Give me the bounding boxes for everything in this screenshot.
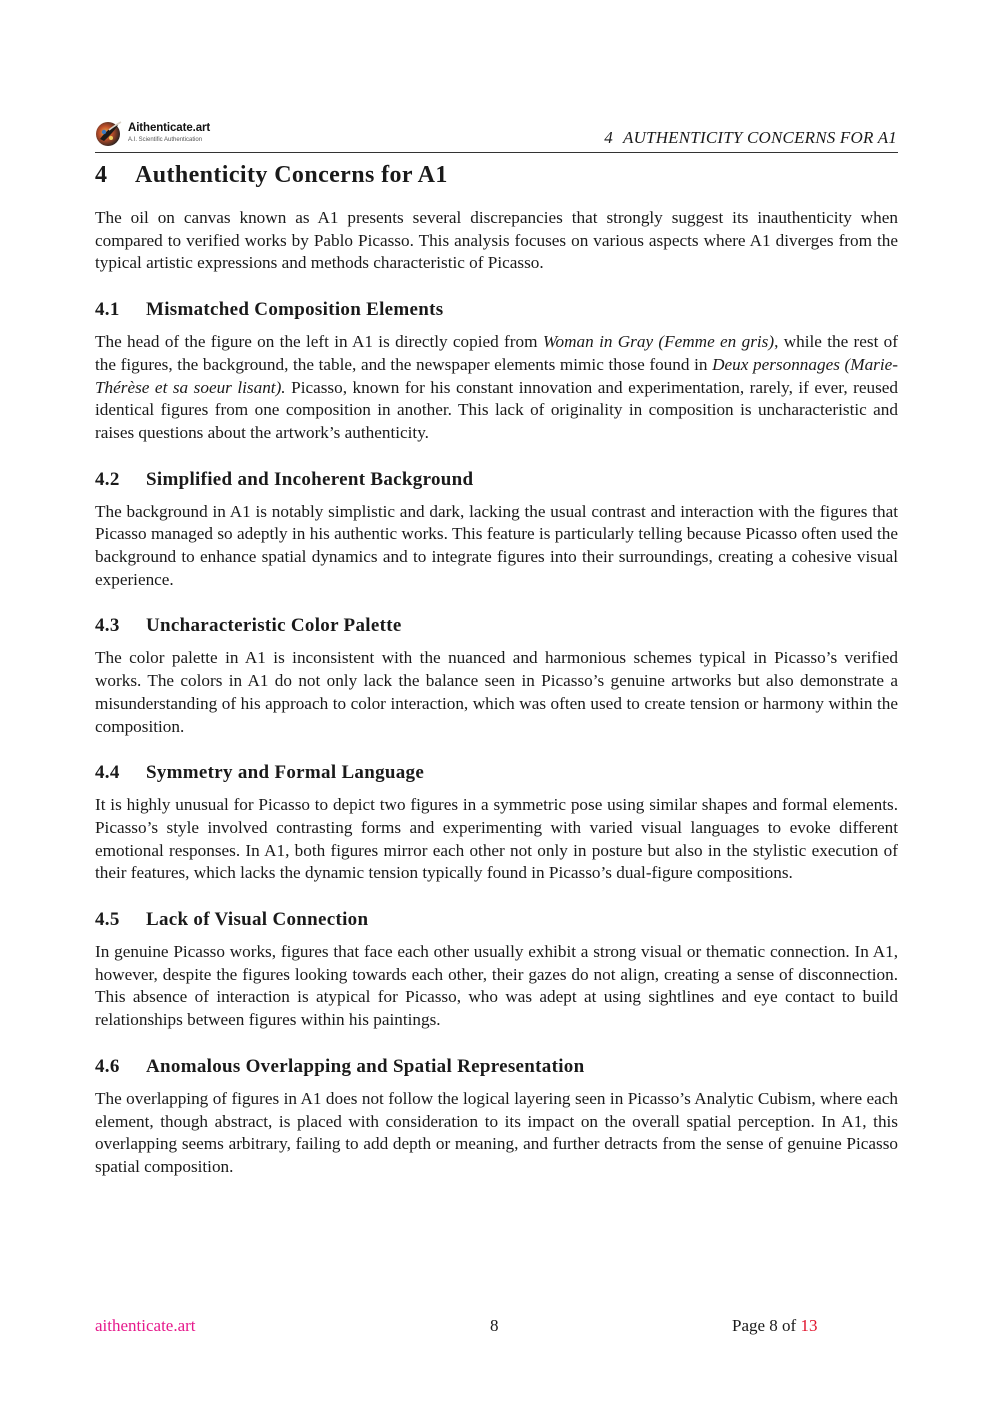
- logo-brush-icon: [95, 119, 123, 147]
- page-total-link[interactable]: 13: [800, 1316, 818, 1335]
- paragraph-text: Picasso, known for his constant innovation and experimentation, rarely, if ever, reused identical figures from one composition in another. This lack of originality in composition is uncharacteristic and raises questions about the artwork’s authenticity.: [95, 377, 898, 442]
- subsection-number: 4.4: [95, 762, 120, 784]
- subsection-4-5: [95, 907, 898, 1032]
- subsection-heading: [95, 1054, 898, 1080]
- subsection-4-4: [95, 760, 898, 885]
- subsection-title: Lack of Visual Connection: [146, 909, 369, 931]
- subsection-paragraph: The overlapping of figures in A1 does not follow the logical layering seen in Picasso’s Analytic Cubism, where each element, though abstract, is placed with consideration to its impact on the overall spatial perception. In A1, this overlapping seems arbitrary, failing to add depth or meaning, and further detracts from the sense of genuine Picasso spatial composition.: [95, 1088, 898, 1176]
- brand-logo: [95, 119, 210, 147]
- subsection-4-3: [95, 613, 898, 738]
- subsection-title: Uncharacteristic Color Palette: [146, 615, 402, 637]
- subsection-number: 4.5: [95, 909, 120, 931]
- section-number: 4: [95, 162, 108, 188]
- subsection-number: 4.2: [95, 468, 120, 490]
- running-head-title: AUTHENTICITY CONCERNS FOR A1: [622, 128, 897, 147]
- footer-site-link[interactable]: aithenticate.art: [95, 1316, 196, 1335]
- subsection-number: 4.6: [95, 1055, 120, 1077]
- subsection-title: Anomalous Overlapping and Spatial Representation: [146, 1055, 585, 1077]
- page-count-prefix: Page 8 of: [732, 1316, 801, 1335]
- subsection-paragraph: In genuine Picasso works, figures that face each other usually exhibit a strong visual or thematic connection. In A1, however, despite the figures looking towards each other, their gazes do not align, creating a sense of disconnection. This absence of interaction is atypical for Picasso, who was adept at using sightlines and eye contact to build relationships between figures within his paintings.: [95, 942, 898, 1030]
- running-head: [604, 128, 897, 148]
- artwork-title-reference: Deux personnages (Marie-Thérèse et sa soeur lisant).: [95, 354, 898, 397]
- paragraph-text: The head of the figure on the left in A1 is directly copied from: [95, 332, 543, 352]
- subsection-heading: [95, 613, 898, 639]
- subsection-heading: [95, 297, 898, 323]
- artwork-title-reference: Woman in Gray (Femme en gris): [542, 332, 775, 352]
- main-content: [95, 156, 898, 1179]
- subsection-paragraph: The background in A1 is notably simplistic and dark, lacking the usual contrast and interaction with the figures that Picasso managed so adeptly in his authentic works. This feature is particularly telling because Picasso often used the background to enhance spatial dynamics and to integrate figures into their surroundings, creating a cohesive visual experience.: [95, 501, 898, 589]
- subsection-number: 4.3: [95, 615, 120, 637]
- subsection-4-2: [95, 467, 898, 592]
- footer-page-number: 8: [490, 1316, 499, 1335]
- subsection-heading: [95, 760, 898, 786]
- subsection-title: Simplified and Incoherent Background: [146, 468, 474, 490]
- logo-tagline: A.I. Scientific Authentication: [128, 136, 203, 143]
- subsection-number: 4.1: [95, 299, 120, 321]
- subsection-heading: [95, 907, 898, 933]
- subsection-paragraph: The color palette in A1 is inconsistent with the nuanced and harmonious schemes typical in Picasso’s verified works. The colors in A1 do not only lack the balance seen in Picasso’s genuine artworks but also demonstrate a misunderstanding of his approach to color interaction, which was often used to create tension or harmony within the composition.: [95, 648, 898, 736]
- subsection-title: Mismatched Composition Elements: [146, 299, 444, 321]
- section-heading: [95, 156, 898, 192]
- logo-name: Aithenticate.art: [128, 122, 211, 135]
- subsection-heading: [95, 467, 898, 493]
- subsection-4-6: [95, 1054, 898, 1179]
- subsection-title: Symmetry and Formal Language: [146, 762, 425, 784]
- subsection-4-1: [95, 297, 898, 445]
- section-title: Authenticity Concerns for A1: [135, 162, 448, 188]
- footer-page-count: [732, 1316, 817, 1336]
- subsection-paragraph: It is highly unusual for Picasso to depict two figures in a symmetric pose using similar shapes and formal elements. Picasso’s style involved contrasting forms and experimenting with varied visual languages to evoke different emotional responses. In A1, both figures mirror each other not only in posture but also in the stylistic execution of their features, which lacks the dynamic tension typically found in Picasso’s dual-figure compositions.: [95, 795, 898, 883]
- subsection-paragraph: [95, 331, 898, 445]
- header-divider: [95, 152, 898, 153]
- section-intro-paragraph: The oil on canvas known as A1 presents several discrepancies that strongly suggest its inauthenticity when compared to verified works by Pablo Picasso. This analysis focuses on various aspects where A1 diverges from the typical artistic expressions and methods characteristic of Picasso.: [95, 208, 898, 273]
- paragraph-text: , while the rest of the figures, the background, the table, and the newspaper elements mimic those found in: [95, 332, 899, 374]
- running-head-number: 4: [604, 128, 613, 147]
